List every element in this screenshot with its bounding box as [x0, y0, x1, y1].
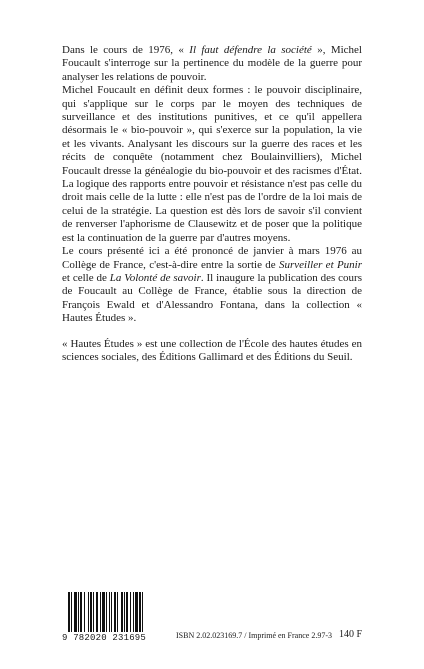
barcode-bar [106, 592, 107, 632]
barcode-bar [133, 592, 134, 632]
barcode-bar [88, 592, 89, 632]
imprint-area [62, 592, 362, 644]
barcode-bar [93, 592, 94, 632]
barcode-bar [68, 592, 70, 632]
paragraph-intro: Dans le cours de 1976, « Il faut défendre la société », Michel Foucault s'interroge sur la pertinence du modèle de la guerre pour analyser les relations de pouvoir. [62, 44, 362, 83]
barcode [62, 592, 172, 644]
price-label: 140 F [338, 629, 362, 640]
barcode-bar [130, 592, 131, 632]
barcode-bar [96, 592, 98, 632]
barcode-bar [71, 592, 72, 632]
barcode-bar [100, 592, 101, 632]
paragraph-course: Le cours présenté ici a été prononcé de janvier à mars 1976 au Collège de France, c'est-à-dire entre la sortie de Surveiller et Punir et celle de La Volonté de savoir. Il inaugure la publication des cours de Foucault au Collège de France, établie sous la direction de François Ewald et d'Alessandro Fontana, dans la collection « Hautes Études ». [62, 245, 362, 325]
barcode-bar [78, 592, 79, 632]
barcode-bar [114, 592, 116, 632]
isbn-line: ISBN 2.02.023169.7 / Imprimé en France 2.97-3 [176, 631, 332, 640]
barcode-bar [109, 592, 110, 632]
barcode-bar [124, 592, 125, 632]
paragraph-gap [62, 326, 362, 338]
lecture-title: Il faut défendre la société [189, 44, 312, 56]
barcode-bar [102, 592, 105, 632]
barcode-bar [142, 592, 143, 632]
barcode-bar [90, 592, 92, 632]
barcode-bar [74, 592, 77, 632]
barcode-bars [68, 592, 170, 632]
barcode-bar [126, 592, 128, 632]
paragraph-body: Michel Foucault en définit deux formes : le pouvoir disciplinaire, qui s'applique sur le corps par le moyen des techniques de surveillance et des institutions punitives, et ce qu'il appellera désormais le « bio-pouvoir », qui s'exerce sur la population, la vie et les vivants. Analysant les discours sur la guerre des races et les récits de conquête (notamment chez Boulainvilliers), Michel Foucault dresse la généalogie du bio-pouvoir et des racismes d'État. La logique des rapports entre pouvoir et résistance n'est pas celle du droit mais celle de la lutte : elle n'est pas de l'ordre de la loi mais de celui de la stratégie. La question est dès lors de savoir s'il convient de renverser l'aphorisme de Clausewitz et de poser que la politique est la continuation de la guerre par d'autres moyens. [62, 84, 362, 244]
book-title-surveiller: Surveiller et Punir [278, 258, 362, 271]
barcode-digits: 9 782020 231695 [62, 633, 147, 643]
barcode-bar [111, 592, 112, 632]
paragraph-collection: « Hautes Études » est une collection de l'École des hautes études en sciences sociales, des Éditions Gallimard et des Éditions du Seuil. [62, 337, 362, 363]
barcode-bar [121, 592, 123, 632]
barcode-bar [139, 592, 141, 632]
barcode-bar [84, 592, 85, 632]
barcode-bar [80, 592, 82, 632]
barcode-bar [117, 592, 118, 632]
blurb-text [62, 44, 362, 364]
barcode-bar [135, 592, 138, 632]
book-title-volonte: La Volonté de savoir [109, 271, 201, 284]
